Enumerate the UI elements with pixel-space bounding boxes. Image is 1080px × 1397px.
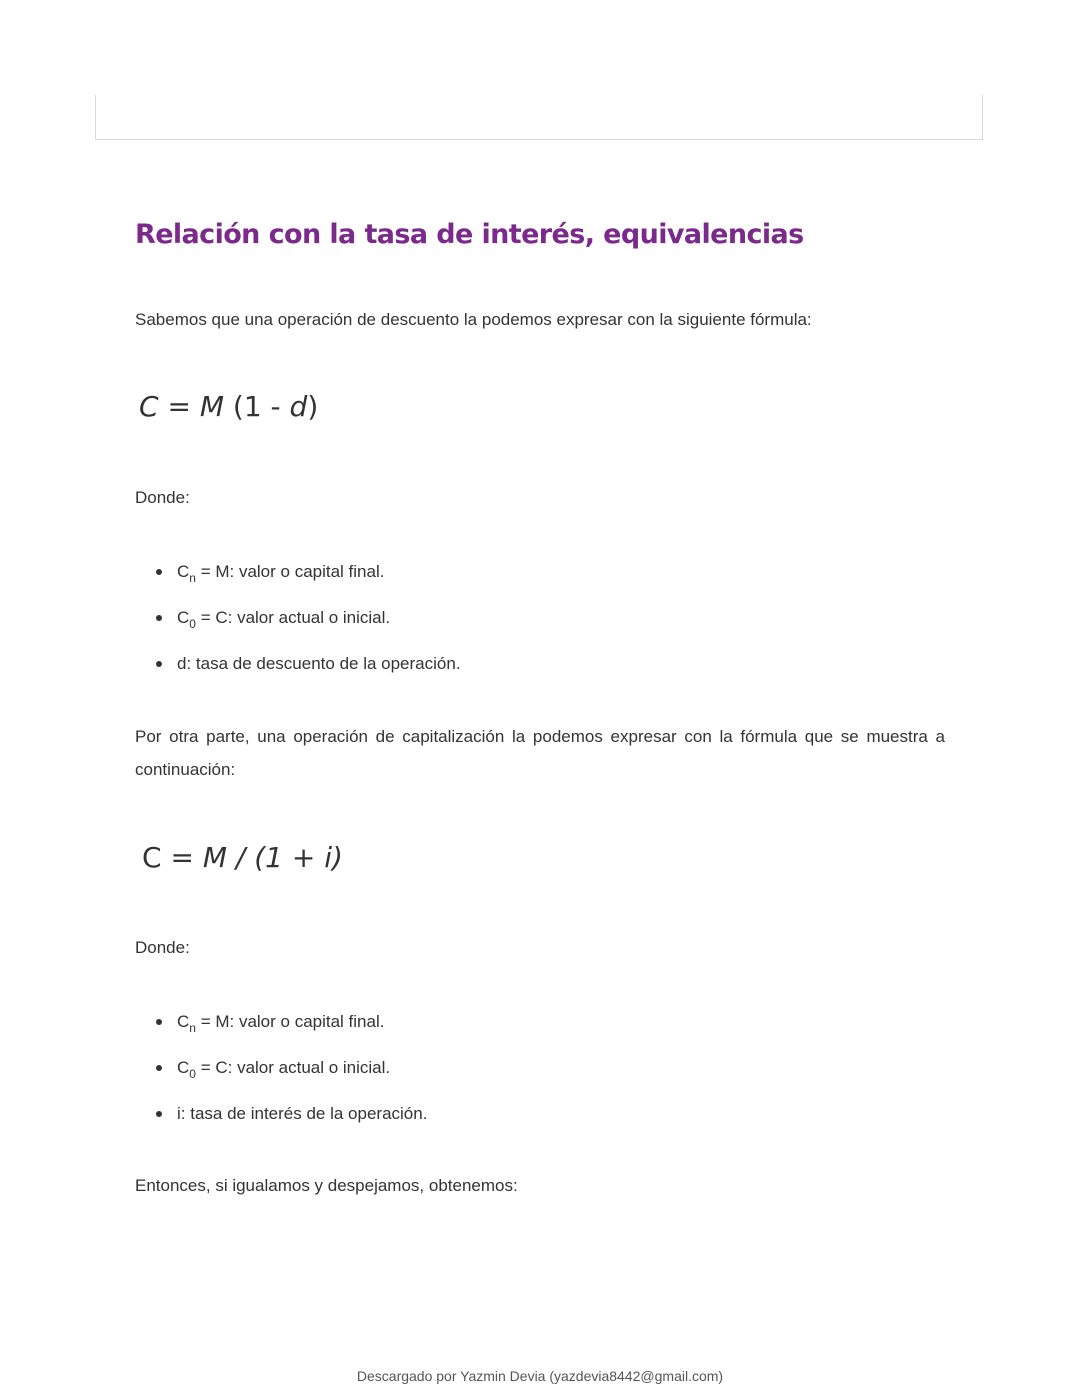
item-subscript: n: [189, 571, 196, 586]
item-subscript: 0: [189, 1067, 196, 1082]
closing-paragraph: Entonces, si igualamos y despejamos, obtenemos:: [135, 1176, 518, 1195]
item-symbol: C: [177, 562, 190, 581]
donde-label-1: Donde:: [135, 488, 190, 507]
formula1-m: M: [199, 390, 224, 423]
section-title: Relación con la tasa de interés, equivalencias: [135, 219, 804, 250]
formula2-rhs: M / (1 + i): [202, 841, 343, 874]
formula1-close: ): [307, 390, 319, 423]
bullet-icon: [156, 569, 162, 575]
donde-label-2: Donde:: [135, 938, 190, 957]
bullet-icon: [156, 1019, 162, 1025]
item-symbol: C: [177, 608, 190, 627]
definitions-list-2: [135, 1011, 427, 1149]
definitions-list-1: [135, 561, 461, 699]
top-box-frame: [95, 95, 983, 140]
item-text: = C: valor actual o inicial.: [195, 1058, 391, 1077]
list-item: [135, 607, 461, 653]
item-text: = C: valor actual o inicial.: [195, 608, 391, 627]
list-item: [135, 1011, 427, 1057]
bullet-icon: [156, 661, 162, 667]
item-symbol: C: [177, 1012, 190, 1031]
item-subscript: n: [189, 1021, 196, 1036]
list-item: [135, 1103, 427, 1149]
list-item: [135, 653, 461, 699]
formula1-lhs: C: [139, 390, 159, 423]
formula2-eq: =: [161, 841, 203, 874]
list-item: [135, 1057, 427, 1103]
item-subscript: 0: [189, 617, 196, 632]
bullet-icon: [156, 1065, 162, 1071]
item-text: = M: valor o capital final.: [195, 562, 385, 581]
item-text: d: tasa de descuento de la operación.: [177, 654, 461, 673]
capitalization-paragraph: Por otra parte, una operación de capitalización la podemos expresar con la fórmula que se muestra a continuación:: [135, 727, 945, 779]
item-text: i: tasa de interés de la operación.: [177, 1104, 428, 1123]
discount-formula: [139, 390, 318, 423]
bullet-icon: [156, 1111, 162, 1117]
formula1-d: d: [289, 390, 308, 423]
capitalization-formula: [142, 841, 343, 874]
bullet-icon: [156, 615, 162, 621]
list-item: [135, 561, 461, 607]
item-symbol: C: [177, 1058, 190, 1077]
intro-paragraph: Sabemos que una operación de descuento la podemos expresar con la siguiente fórmula:: [135, 310, 812, 329]
formula1-eq: =: [158, 390, 200, 423]
download-footer: Descargado por Yazmin Devia (yazdevia8442@gmail.com): [356, 1368, 724, 1384]
item-text: = M: valor o capital final.: [195, 1012, 385, 1031]
formula1-open: (1 -: [224, 390, 290, 423]
formula2-lhs: C: [142, 841, 162, 874]
